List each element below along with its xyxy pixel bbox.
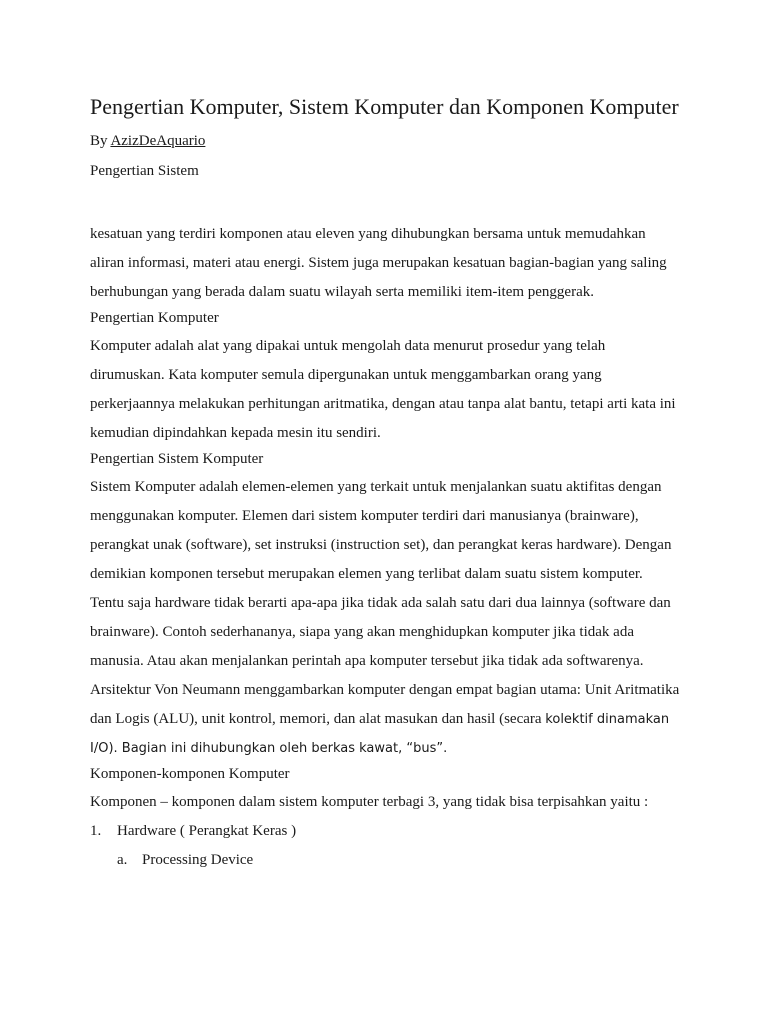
section-heading-komponen: Komponen-komponen Komputer [90,766,290,782]
byline-prefix: By [90,133,111,149]
section-body-tail: kolektif dinamakan I/O). Bagian ini dihubungkan oleh berkas kawat, “bus”. [90,712,670,756]
section-body-main: Sistem Komputer adalah elemen-elemen yang terkait untuk menjalankan suatu aktifitas dengan menggunakan komputer. Elemen dari sistem komputer terdiri dari manusianya (brainware), perangkat unak (software), set instruksi (instruction set), dan perangkat keras hardware). Dengan demikian komponen tersebut merupakan elemen yang terlibat dalam suatu sistem komputer. Tentu saja hardware tidak berarti apa-apa jika tidak ada salah satu dari dua lainnya (software dan brainware). Contoh sederhananya, siapa yang akan menghidupkan komputer jika tidak ada manusia. Atau akan menjalankan perintah apa komputer tersebut jika tidak ada softwarenya. Arsitektur Von Neumann menggambarkan komputer dengan empat bagian utama: Unit Aritmatika dan Logis (ALU), unit kontrol, memori, dan alat masukan dan hasil (secara [90,479,680,727]
section-body-pengertian-sistem: kesatuan yang terdiri komponen atau eleven yang dihubungkan bersama untuk memudahkan aliran informasi, materi atau energi. Sistem juga merupakan kesatuan bagian-bagian yang saling berhubungan yang berada dalam suatu wilayah serta memiliki item-item penggerak. [90,226,667,300]
list-subitem-processing-device [90,846,680,875]
document-title: Pengertian Komputer, Sistem Komputer dan Komponen Komputer [90,94,679,119]
section-heading-pengertian-sistem: Pengertian Sistem [90,163,199,179]
section-body-sistem-komputer [90,473,680,763]
list-item-hardware [90,817,680,846]
list-number: 1. [90,823,102,839]
list-letter: a. [117,852,128,868]
list-subitem-text: Processing Device [142,852,254,868]
section-heading-pengertian-komputer: Pengertian Komputer [90,310,219,326]
section-heading-sistem-komputer: Pengertian Sistem Komputer [90,451,264,467]
section-body-komponen: Komponen – komponen dalam sistem komputer terbagi 3, yang tidak bisa terpisahkan yaitu : [90,794,649,810]
blank-gap [90,180,680,220]
list-item-text: Hardware ( Perangkat Keras ) [117,823,297,839]
section-body-pengertian-komputer: Komputer adalah alat yang dipakai untuk mengolah data menurut prosedur yang telah dirumuskan. Kata komputer semula dipergunakan untuk menggambarkan orang yang perkerjaannya melakukan perhitungan aritmatika, dengan atau tanpa alat bantu, tetapi arti kata ini kemudian dipindahkan kepada mesin itu sendiri. [90,338,676,441]
byline [90,132,680,150]
author-link[interactable]: AzizDeAquario [110,133,206,149]
document-page [90,94,680,875]
